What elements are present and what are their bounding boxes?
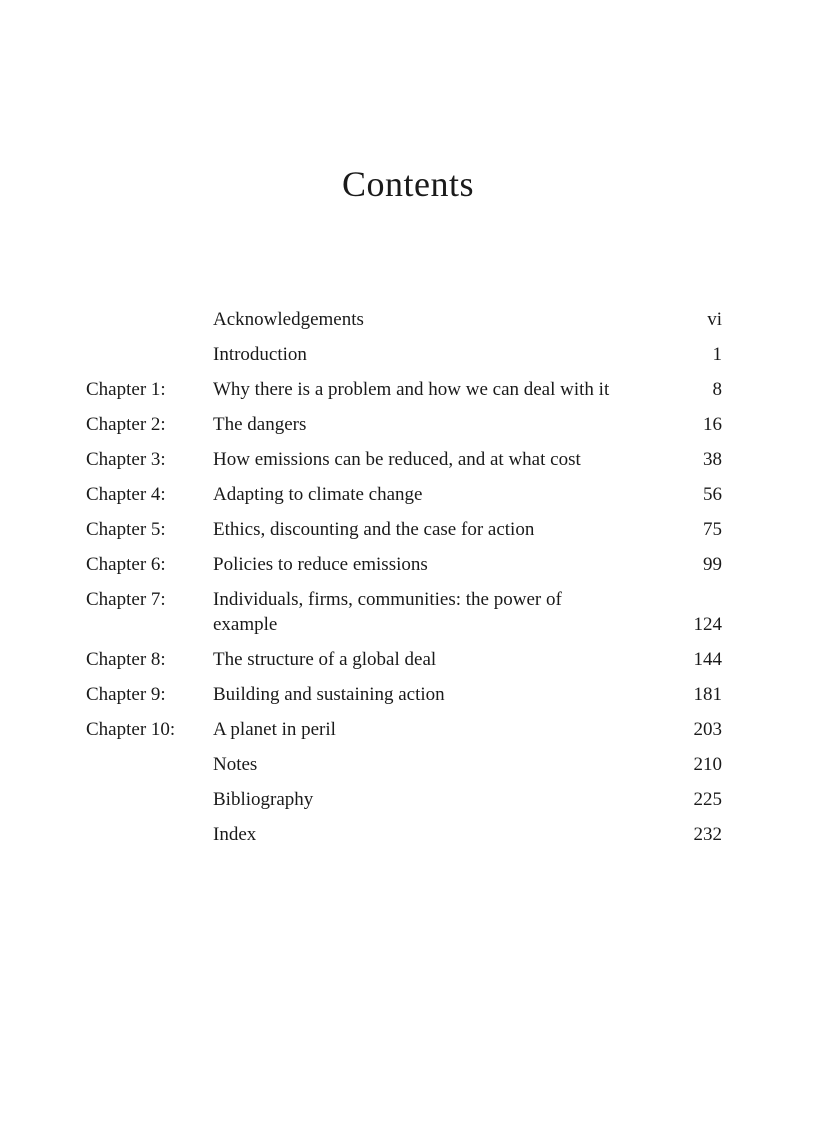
toc-entry[interactable] [86, 647, 722, 672]
toc-entry-title: Policies to reduce emissions [213, 554, 428, 575]
toc-entry[interactable] [86, 552, 722, 577]
toc-entry-label: Chapter 6: [86, 554, 166, 575]
toc-entry-title: Ethics, discounting and the case for action [213, 519, 535, 540]
toc-entry-page: 203 [693, 719, 722, 740]
toc-entry-label: Chapter 10: [86, 719, 176, 740]
toc-entry-page: 38 [703, 449, 722, 470]
toc-entry[interactable] [86, 587, 722, 637]
toc-entry[interactable] [86, 482, 722, 507]
toc-entry-title: Bibliography [213, 789, 314, 810]
toc-entry[interactable] [86, 752, 722, 777]
toc-entry-title: How emissions can be reduced, and at what cost [213, 449, 581, 470]
toc-entry-page: 99 [703, 554, 722, 575]
toc-entry-label: Chapter 2: [86, 414, 166, 435]
toc-entry-title: The dangers [213, 414, 307, 435]
toc-entry-label: Chapter 3: [86, 449, 166, 470]
toc-entry-page: 8 [712, 379, 722, 400]
toc-entry[interactable] [86, 377, 722, 402]
toc-entry-page: 210 [693, 754, 722, 775]
toc-entry-label: Chapter 5: [86, 519, 166, 540]
toc-entry[interactable] [86, 517, 722, 542]
toc-entry[interactable] [86, 717, 722, 742]
toc-entry-page: 124 [693, 614, 722, 635]
toc-entry-label: Chapter 7: [86, 589, 166, 610]
toc-entry[interactable] [86, 787, 722, 812]
toc-entry-page: 144 [693, 649, 722, 670]
toc-entry-title: Why there is a problem and how we can deal with it [213, 379, 610, 400]
toc-entry-label: Chapter 8: [86, 649, 166, 670]
toc-entry-title: Building and sustaining action [213, 684, 445, 705]
toc-entry-label: Chapter 9: [86, 684, 166, 705]
toc-entry-page: 181 [693, 684, 722, 705]
page-title: Contents [341, 164, 474, 204]
toc-entry[interactable] [86, 342, 722, 367]
toc-entry-label: Chapter 4: [86, 484, 166, 505]
toc-entry-page: 225 [693, 789, 722, 810]
toc-entry-page: 16 [703, 414, 722, 435]
toc-entry[interactable] [86, 307, 722, 332]
toc-entry-title: A planet in peril [213, 719, 336, 740]
toc-entry[interactable] [86, 682, 722, 707]
toc-entry-page: vi [707, 309, 722, 330]
toc-entry-page: 1 [712, 344, 722, 365]
toc-entry-page: 56 [703, 484, 722, 505]
toc-entry-label: Chapter 1: [86, 379, 166, 400]
toc-entry-title: Index [213, 824, 257, 845]
toc-entry-title: Acknowledgements [213, 309, 364, 330]
toc-entry[interactable] [86, 412, 722, 437]
toc-entry[interactable] [86, 447, 722, 472]
toc-entry-title: Adapting to climate change [213, 484, 423, 505]
toc-entry[interactable] [86, 822, 722, 847]
toc-entry-page: 232 [693, 824, 722, 845]
toc-entry-title: Notes [213, 754, 258, 775]
toc-entry-page: 75 [703, 519, 722, 540]
toc-entry-title: Individuals, firms, communities: the power of example [213, 589, 562, 635]
toc-entry-title: The structure of a global deal [213, 649, 437, 670]
table-of-contents [86, 307, 722, 857]
toc-entry-title: Introduction [213, 344, 307, 365]
